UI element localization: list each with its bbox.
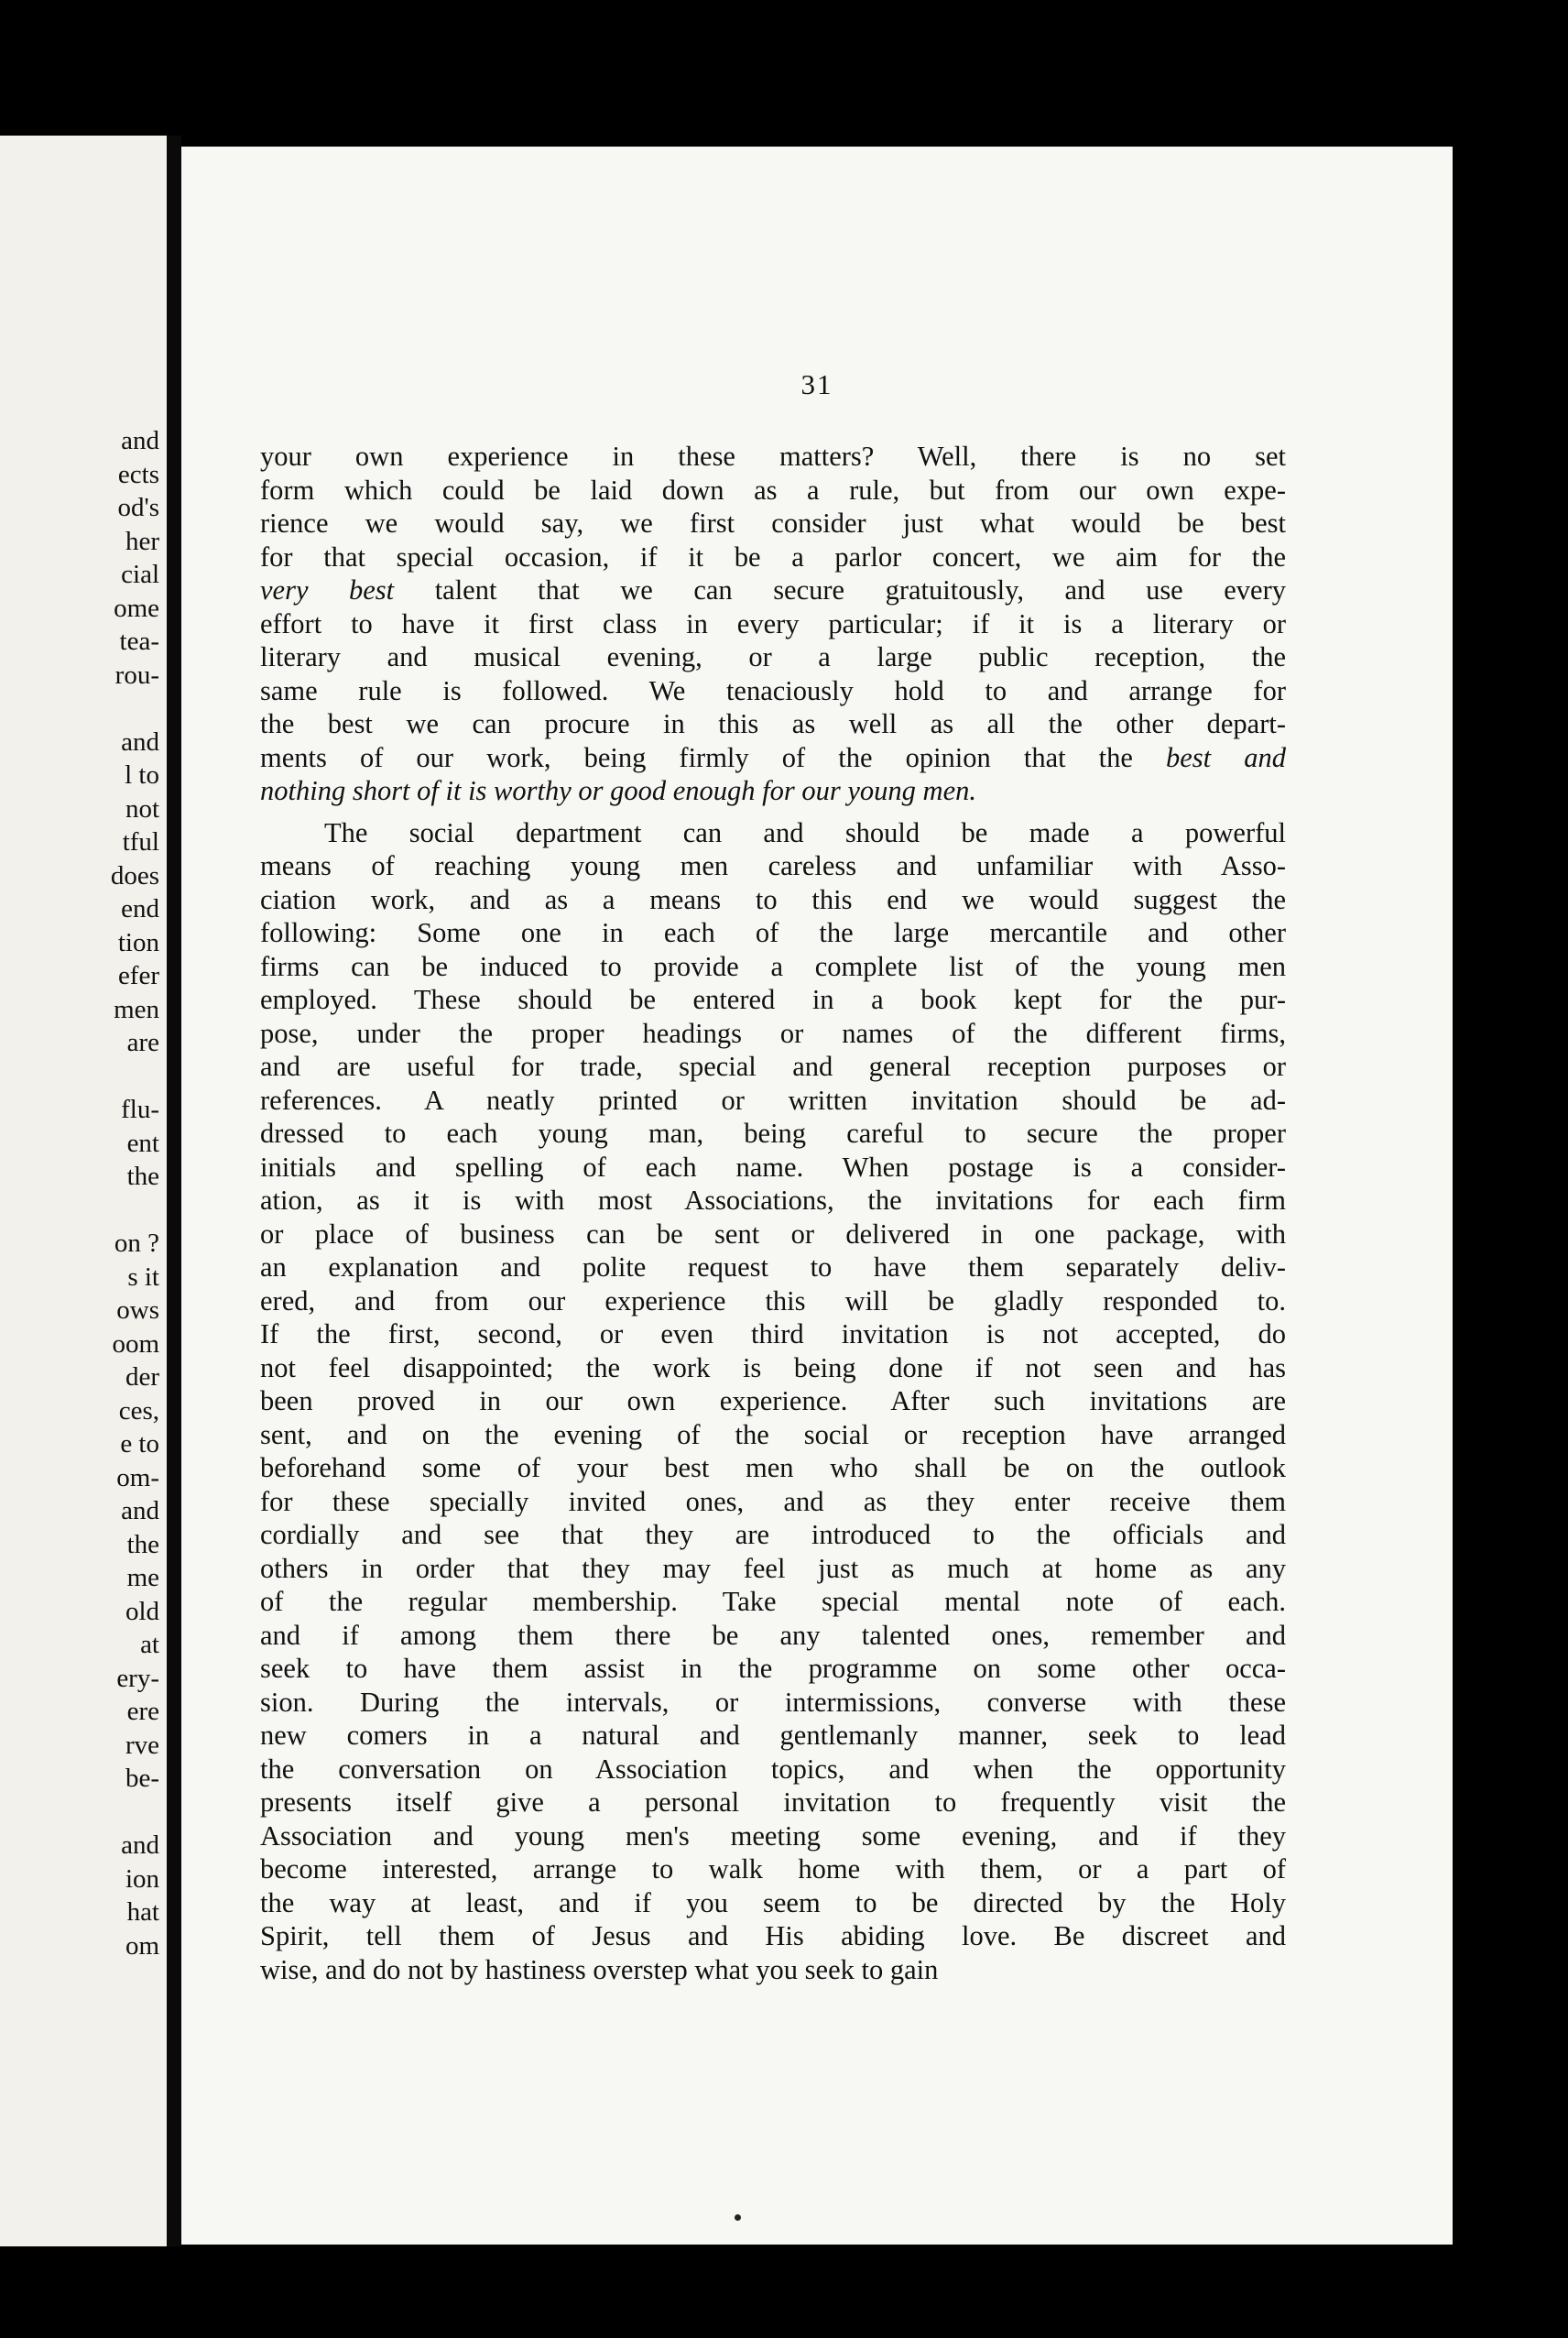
facing-page-line: on ? [114,1229,159,1258]
facing-page-fragment [0,136,167,2246]
book-gutter [167,136,181,2246]
text-line: become interested, arrange to walk home with them, or a part of [260,1853,1286,1885]
facing-page-line: does [110,860,159,890]
facing-page-line: at [140,1630,159,1659]
facing-page-line: ome [114,593,159,623]
text-line: same rule is followed. We tenaciously hold to and arrange for [260,674,1286,706]
facing-page-line: men [114,994,159,1024]
text-line: The social department can and should be made a powerful [324,816,1286,848]
book-page [181,147,1453,2245]
facing-page-line: om [125,1930,159,1961]
text-line: been proved in our own experience. After such invitations are [260,1385,1286,1416]
facing-page-line: flu- [121,1095,159,1124]
text-line: presents itself give a personal invitation to frequently visit the [260,1786,1286,1818]
facing-page-line: cial [121,560,159,589]
facing-page-line: me [126,1563,159,1592]
facing-page-line: s it [127,1262,159,1292]
facing-page-line: the [126,1529,159,1559]
facing-page-text [111,424,159,1962]
text-line: initials and spelling of each name. When postage is a consider- [260,1151,1286,1183]
text-line: new comers in a natural and gentlemanly manner, seek to lead [260,1720,1286,1751]
facing-page-line: od's [117,493,159,522]
facing-page-line: old [125,1596,159,1626]
facing-page-line: hat [126,1897,159,1927]
text-line: the conversation on Association topics, and when the opportunity [260,1753,1286,1785]
facing-page-line: her [125,526,159,556]
facing-page-line: efer [117,961,159,990]
text-line: beforehand some of your best men who shall be on the outlook [260,1452,1286,1483]
page-number: 31 [800,368,833,400]
text-line: sion. During the intervals, or intermissions, converse with these [260,1686,1286,1718]
text-line: dressed to each young man, being careful to secure the proper [260,1118,1286,1149]
facing-page-line [111,1194,159,1228]
facing-page-line: der [125,1362,159,1392]
facing-page-line: l to [125,760,159,790]
facing-page-line [111,692,159,726]
text-line: literary and musical evening, or a large public reception, the [260,641,1286,672]
facing-page-line: be- [125,1764,159,1793]
facing-page-line: ent [126,1128,159,1158]
text-line: for these specially invited ones, and as they enter receive them [260,1485,1286,1517]
facing-page-line: not [125,793,159,824]
facing-page-line: and [121,1830,159,1860]
text-line: form which could be laid down as a rule, but from our own expe- [260,474,1286,506]
facing-page-line: e to [120,1429,159,1459]
text-line: ciation work, and as a means to this end we would suggest the [260,883,1286,915]
text-line: employed. These should be entered in a book kept for the pur- [260,984,1286,1015]
facing-page-line: ion [125,1863,159,1894]
text-line: If the first, second, or even third invitation is not accepted, do [260,1318,1286,1349]
text-line: the best we can procure in this as well as all the other depart- [260,708,1286,739]
body-text [260,440,1286,1986]
text-line: means of reaching young men careless and unfamiliar with Asso- [260,850,1286,881]
facing-page-line: tion [117,927,159,957]
text-line: an explanation and polite request to have them separately deliv- [260,1251,1286,1283]
facing-page-line: tea- [119,627,159,656]
text-line: ments of our work, being firmly of the opinion that the best and [260,741,1286,773]
facing-page-line: and [121,1496,159,1525]
text-line: Spirit, tell them of Jesus and His abiding love. Be discreet and [260,1920,1286,1951]
text-line: very best talent that we can secure gratuitously, and use every [260,574,1286,606]
text-line: the way at least, and if you seem to be directed by the Holy [260,1886,1286,1918]
text-line: rience we would say, we first consider just what would be best [260,508,1286,539]
text-line: others in order that they may feel just as much at home as any [260,1552,1286,1584]
facing-page-line: oom [112,1328,159,1359]
text-line: ation, as it is with most Associations, the invitations for each firm [260,1185,1286,1216]
facing-page-line: rou- [114,660,159,690]
facing-page-line: om- [116,1462,159,1492]
facing-page-line: and [121,426,159,455]
paragraph-2 [260,816,1286,1987]
text-line: or place of business can be sent or delivered in one package, with [260,1218,1286,1250]
text-line: of the regular membership. Take special mental note of each. [260,1586,1286,1617]
facing-page-line [111,1796,159,1830]
facing-page-line [111,1060,159,1094]
text-line: and if among them there be any talented ones, remember and [260,1619,1286,1651]
text-line: references. A neatly printed or written invitation should be ad- [260,1084,1286,1116]
text-line: pose, under the proper headings or names of the different firms, [260,1017,1286,1049]
facing-page-line: ows [116,1295,159,1325]
text-line: seek to have them assist in the programme on some other occa- [260,1653,1286,1684]
text-line: and are useful for trade, special and general reception purposes or [260,1051,1286,1082]
text-line: wise, and do not by hastiness overstep what you seek to gain [260,1953,939,1985]
facing-page-line: ces, [118,1395,159,1426]
facing-page-line: and [121,727,159,757]
facing-page-line: ere [126,1697,159,1726]
text-line: cordially and see that they are introduced to the officials and [260,1519,1286,1550]
facing-page-line: ects [117,459,159,489]
text-line: following: Some one in each of the large mercantile and other [260,917,1286,948]
facing-page-line: tful [122,827,159,857]
facing-page-line: ery- [116,1663,159,1693]
text-line: effort to have it first class in every particular; if it is a literary or [260,607,1286,639]
text-line: for that special occasion, if it be a parlor concert, we aim for the [260,541,1286,573]
text-line: firms can be induced to provide a complete list of the young men [260,950,1286,982]
text-line: not feel disappointed; the work is being done if not seen and has [260,1351,1286,1383]
facing-page-line: the [126,1162,159,1191]
facing-page-line: are [126,1028,159,1057]
paragraph-1 [260,440,1286,808]
facing-page-line: rve [125,1730,159,1760]
facing-page-line: end [121,894,159,923]
text-line: ered, and from our experience this will be gladly responded to. [260,1284,1286,1316]
text-line: your own experience in these matters? Well, there is no set [260,441,1286,472]
text-line: Association and young men's meeting some evening, and if they [260,1819,1286,1852]
text-line: nothing short of it is worthy or good enough for our young men. [260,775,976,806]
text-line: sent, and on the evening of the social or reception have arranged [260,1418,1286,1450]
ink-speck [735,2214,741,2221]
